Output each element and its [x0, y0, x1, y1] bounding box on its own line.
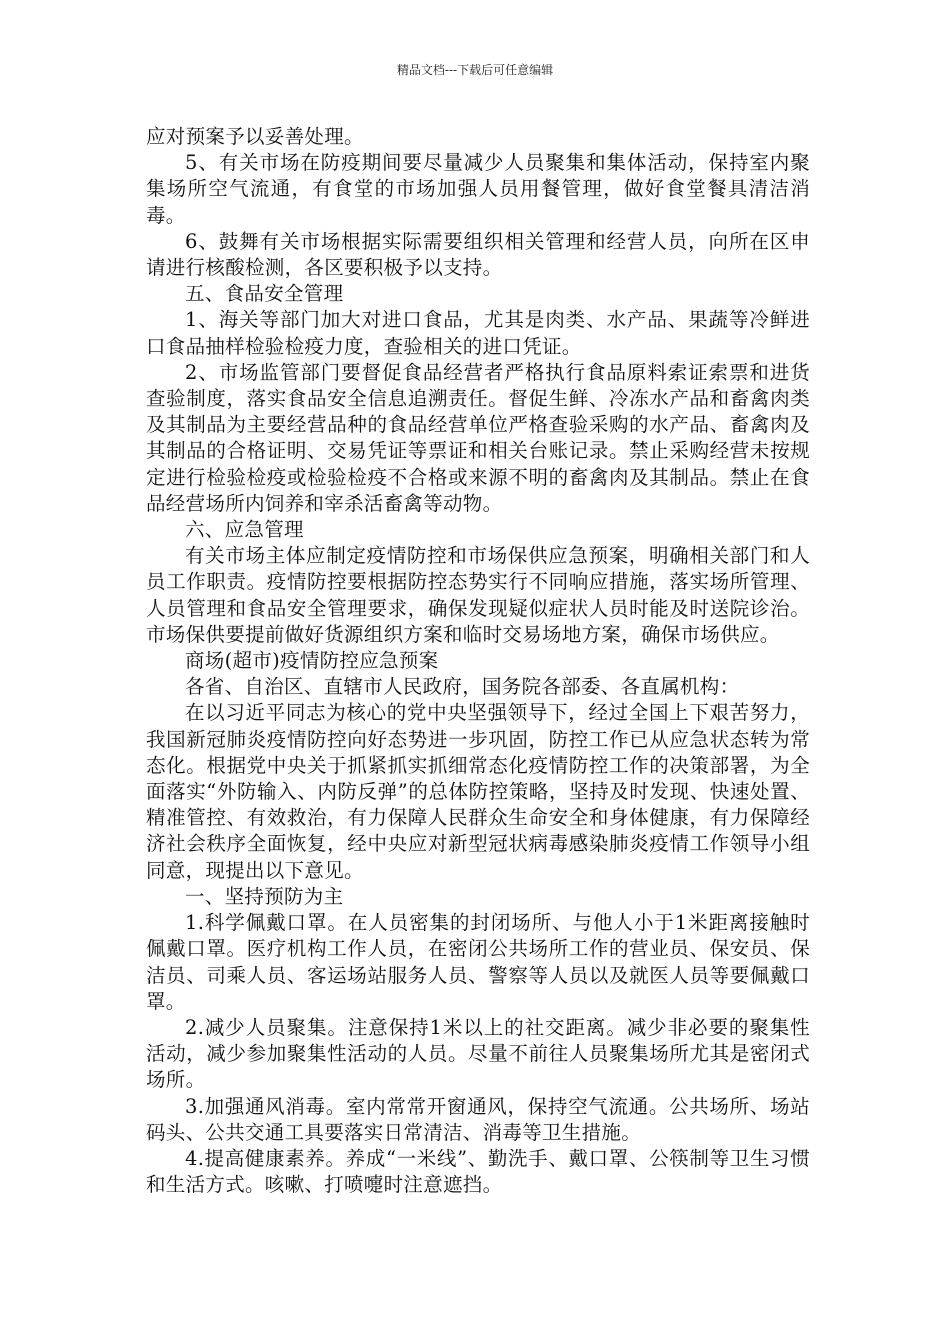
paragraph: 五、食品安全管理 — [185, 282, 344, 306]
paragraph: 2、市场监管部门要督促食品经营者严格执行食品原料索证索票和进货查验制度，落实食品安全信息追溯责任。督促生鲜、冷冻水产品和畜禽肉类及其制品为主要经营品种的食品经营单位严格查验采购的水产品、畜禽肉及其制品的合格证明、交易凭证等票证和相关台账记录。禁止采购经营未按规定进行检验检疫或检验检疫不合格或来源不明的畜禽肉及其制品。禁止在食品经营场所内饲养和宰杀活畜禽等动物。 — [146, 360, 810, 515]
paragraph: 一、坚持预防为主 — [185, 884, 344, 908]
paragraph: 应对预案予以妥善处理。 — [146, 125, 364, 148]
paragraph: 各省、自治区、直辖市人民政府，国务院各部委、各直属机构： — [185, 675, 740, 699]
paragraph: 商场(超市)疫情防控应急预案 — [185, 649, 439, 673]
paragraph: 在以习近平同志为核心的党中央坚强领导下，经过全国上下艰苦努力，我国新冠肺炎疫情防控向好态势进一步巩固，防控工作已从应急状态转为常态化。根据党中央关于抓紧抓实抓细常态化疫情防控工作的决策部署，为全面落实“外防输入、内防反弹”的总体防控策略，坚持及时发现、快速处置、精准管控、有效救治，有力保障人民群众生命安全和身体健康，有力保障经济社会秩序全面恢复，经中央应对新型冠状病毒感染肺炎疫情工作领导小组同意，现提出以下意见。 — [146, 701, 810, 882]
document-body — [146, 124, 810, 1198]
paragraph: 4.提高健康素养。养成“一米线”、勤洗手、戴口罩、公筷制等卫生习惯和生活方式。咳嗽、打喷嚏时注意遮挡。 — [146, 1146, 810, 1197]
paragraph: 6、鼓舞有关市场根据实际需要组织相关管理和经营人员，向所在区申请进行核酸检测，各区要积极予以支持。 — [146, 229, 810, 280]
paragraph: 六、应急管理 — [185, 518, 304, 542]
page-header: 精品文档---下载后可任意编辑 — [396, 63, 554, 77]
paragraph: 1.科学佩戴口罩。在人员密集的封闭场所、与他人小于1米距离接触时佩戴口罩。医疗机构工作人员，在密闭公共场所工作的营业员、保安员、保洁员、司乘人员、客运场站服务人员、警察等人员以及就医人员等要佩戴口罩。 — [146, 911, 810, 1013]
paragraph: 1、海关等部门加大对进口食品，尤其是肉类、水产品、果蔬等冷鲜进口食品抽样检验检疫力度，查验相关的进口凭证。 — [146, 308, 810, 358]
paragraph: 有关市场主体应制定疫情防控和市场保供应急预案，明确相关部门和人员工作职责。疫情防控要根据防控态势实行不同响应措施，落实场所管理、人员管理和食品安全管理要求，确保发现疑似症状人员时能及时送院诊治。市场保供要提前做好货源组织方案和临时交易场地方案，确保市场供应。 — [146, 544, 810, 646]
paragraph: 2.减少人员聚集。注意保持1米以上的社交距离。减少非必要的聚集性活动，减少参加聚集性活动的人员。尽量不前往人员聚集场所尤其是密闭式场所。 — [146, 1015, 810, 1092]
paragraph: 5、有关市场在防疫期间要尽量减少人员聚集和集体活动，保持室内聚集场所空气流通，有食堂的市场加强人员用餐管理，做好食堂餐具清洁消毒。 — [146, 151, 810, 227]
paragraph: 3.加强通风消毒。室内常常开窗通风，保持空气流通。公共场所、场站码头、公共交通工具要落实日常清洁、消毒等卫生措施。 — [146, 1094, 810, 1144]
